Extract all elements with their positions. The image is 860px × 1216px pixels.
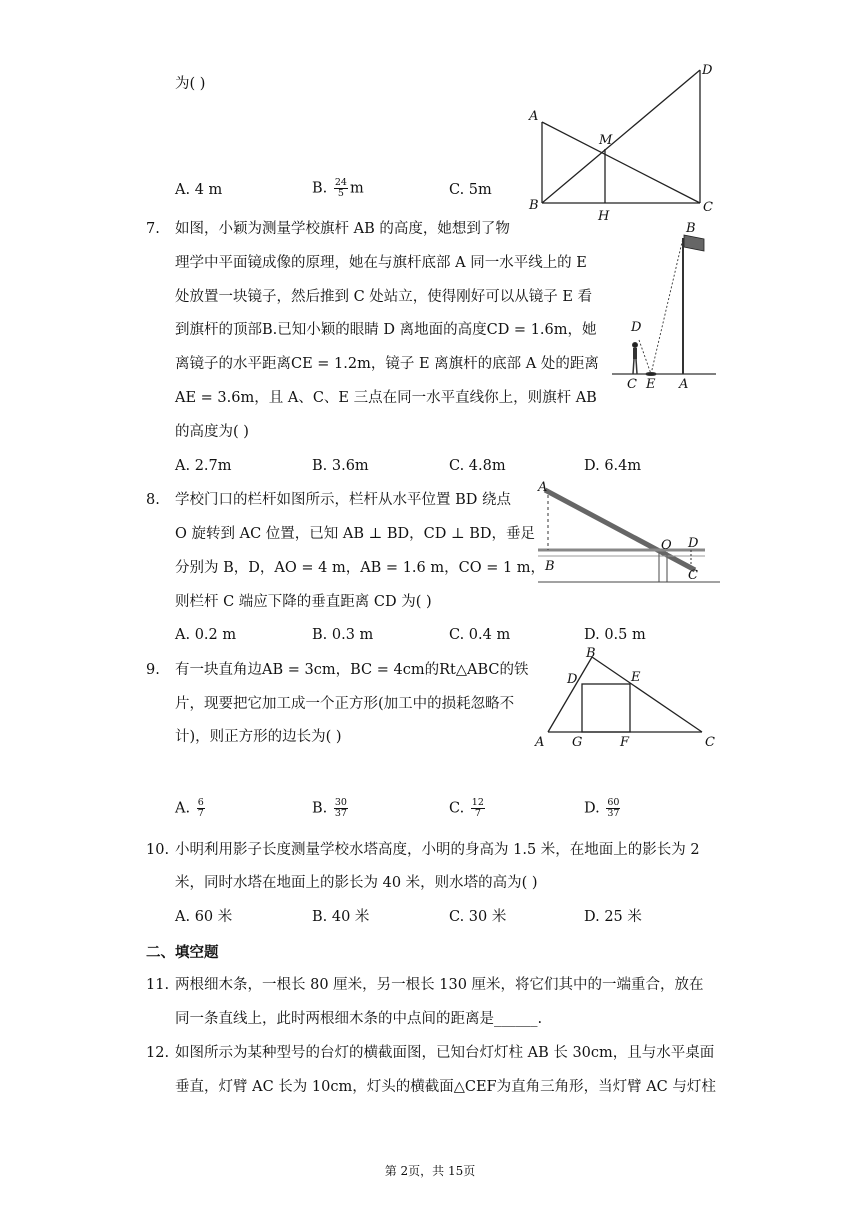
- q8-option-c: C. 0.4 m: [449, 627, 511, 643]
- q6-option-b-prefix: B.: [312, 180, 332, 197]
- q10-option-d: D. 25 米: [584, 909, 642, 925]
- q7-line: 处放置一块镜子，然后推到 C 处站立，使得刚好可以从镜子 E 看: [175, 289, 593, 305]
- q10-option-c: C. 30 米: [449, 909, 507, 925]
- q9-number: 9.: [146, 662, 160, 678]
- q8-line: 则栏杆 C 端应下降的垂直距离 CD 为( ): [175, 594, 432, 610]
- q11-line: 两根细木条，一根长 80 厘米，另一根长 130 厘米，将它们其中的一端重合，放在: [175, 977, 704, 993]
- q6-label-b: B: [529, 198, 539, 213]
- q7-line: 离镜子的水平距离CE = 1.2m，镜子 E 离旗杆的底部 A 处的距离: [175, 356, 599, 372]
- q11-line: 同一条直线上，此时两根细木条的中点间的距离是______.: [175, 1011, 543, 1027]
- q9-label-e: E: [631, 670, 641, 685]
- q6-stem-tail: 为( ): [175, 76, 206, 92]
- q6-figure: [520, 55, 720, 225]
- q8-option-d: D. 0.5 m: [584, 627, 646, 643]
- q6-option-b-unit: m: [349, 180, 364, 197]
- q9-line: 片，现要把它加工成一个正方形(加工中的损耗忽略不: [175, 696, 515, 712]
- q9-label-g: G: [572, 735, 583, 750]
- q7-line: 如图，小颖为测量学校旗杆 AB 的高度，她想到了物: [175, 221, 510, 237]
- q7-line: 的高度为( ): [175, 424, 249, 440]
- q7-number: 7.: [146, 221, 160, 237]
- q9-label-c: C: [705, 735, 715, 750]
- q9-option-d: D. $\frac{60}{37}$: [584, 797, 620, 819]
- q8-label-b: B: [545, 559, 555, 574]
- q6-label-a: A: [529, 109, 539, 124]
- q10-option-a: A. 60 米: [175, 909, 233, 925]
- q10-line: 小明利用影子长度测量学校水塔高度，小明的身高为 1.5 米，在地面上的影长为 2: [175, 842, 700, 858]
- q7-option-c: C. 4.8m: [449, 458, 506, 474]
- q8-line: 分别为 B，D，AO = 4 m，AB = 1.6 m，CO = 1 m，: [175, 560, 546, 576]
- q6-option-b-fraction: $\frac{24}{5}$: [334, 177, 347, 199]
- q8-number: 8.: [146, 492, 160, 508]
- q8-line: 学校门口的栏杆如图所示，栏杆从水平位置 BD 绕点: [175, 492, 511, 508]
- q7-label-b: B: [686, 221, 696, 236]
- q9-label-f: F: [620, 735, 630, 750]
- q6-label-d: D: [702, 63, 713, 78]
- q6-label-h: H: [598, 209, 610, 224]
- q9-option-a: A. $\frac{6}{7}$: [175, 797, 204, 819]
- q9-figure: [530, 645, 720, 755]
- q6-option-c: C. 5m: [449, 182, 492, 198]
- q9-label-b: B: [586, 646, 596, 661]
- q7-option-b: B. 3.6m: [312, 458, 369, 474]
- q10-option-b: B. 40 米: [312, 909, 370, 925]
- q7-label-d: D: [631, 320, 642, 335]
- q9-label-a: A: [535, 735, 545, 750]
- q8-label-d: D: [688, 536, 699, 551]
- q7-line: 到旗杆的顶部B.已知小颖的眼睛 D 离地面的高度CD = 1.6m，她: [175, 322, 597, 338]
- q6-label-m: M: [599, 133, 613, 148]
- q12-line: 垂直，灯臂 AC 长为 10cm，灯头的横截面△CEF为直角三角形，当灯臂 AC 与灯柱: [175, 1079, 716, 1095]
- q12-line: 如图所示为某种型号的台灯的横截面图，已知台灯灯柱 AB 长 30cm，且与水平桌面: [175, 1045, 715, 1061]
- page-footer: 第 2页，共 15页: [384, 1164, 476, 1178]
- q7-option-a: A. 2.7m: [175, 458, 232, 474]
- q11-number: 11.: [146, 977, 170, 993]
- q9-option-c: C. $\frac{12}{7}$: [449, 797, 484, 819]
- q7-line: 理学中平面镜成像的原理，她在与旗杆底部 A 同一水平线上的 E: [175, 255, 587, 271]
- q7-line: AE = 3.6m，且 A、C、E 三点在同一水平直线你上，则旗杆 AB: [175, 390, 597, 406]
- q6-label-c: C: [703, 200, 713, 215]
- q7-label-a: A: [679, 377, 689, 390]
- q8-label-a: A: [538, 480, 548, 495]
- q9-line: 计)，则正方形的边长为( ): [175, 729, 342, 745]
- q8-option-b: B. 0.3 m: [312, 627, 374, 643]
- q10-line: 米，同时水塔在地面上的影长为 40 米，则水塔的高为( ): [175, 875, 538, 891]
- q6-option-b: [312, 178, 364, 199]
- q8-option-a: A. 0.2 m: [175, 627, 237, 643]
- q7-label-c: C: [627, 377, 637, 390]
- q6-option-a: A. 4 m: [175, 182, 223, 198]
- q7-figure: [612, 218, 716, 390]
- q8-label-o: O: [661, 538, 672, 553]
- q7-label-e: E: [646, 377, 656, 390]
- q7-option-d: D. 6.4m: [584, 458, 642, 474]
- q8-figure: [535, 478, 725, 598]
- q12-number: 12.: [146, 1045, 170, 1061]
- q10-number: 10.: [146, 842, 170, 858]
- q9-option-b: B. $\frac{30}{37}$: [312, 797, 347, 819]
- q9-line: 有一块直角边AB = 3cm，BC = 4cm的Rt△ABC的铁: [175, 662, 529, 678]
- q9-label-d: D: [567, 672, 578, 687]
- q8-line: O 旋转到 AC 位置，已知 AB ⊥ BD，CD ⊥ BD，垂足: [175, 526, 536, 542]
- section-title: 二、填空题: [146, 945, 219, 961]
- q8-label-c: C: [688, 568, 698, 583]
